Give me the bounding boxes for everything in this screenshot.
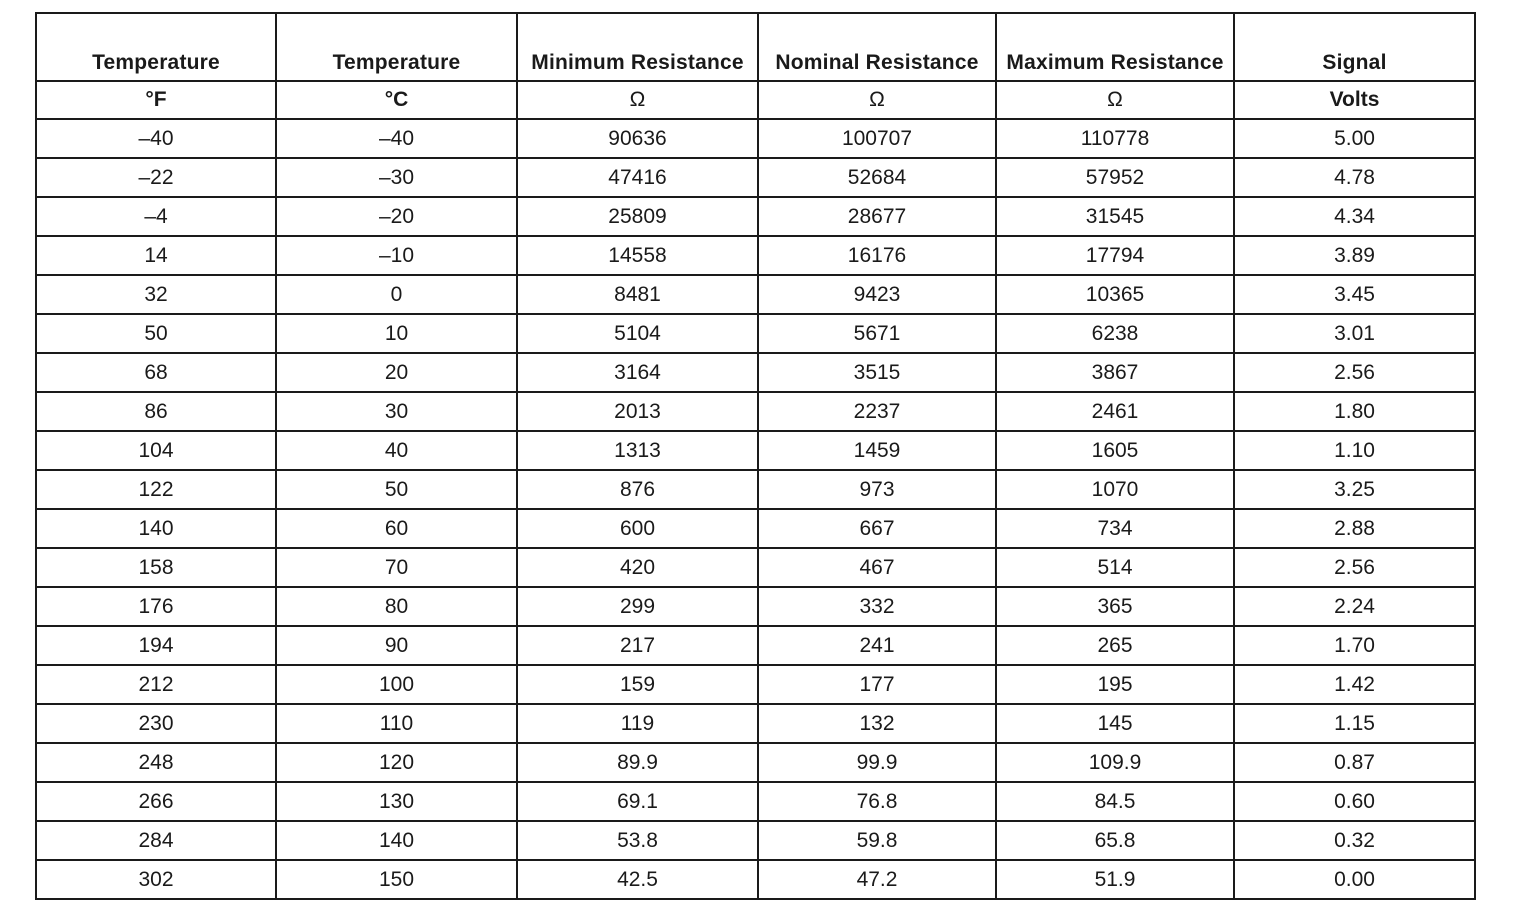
signal-volts-cell: 3.45 [1234,275,1475,314]
max-resistance-cell: 84.5 [996,782,1234,821]
nominal-resistance-cell: 132 [758,704,996,743]
signal-volts-cell: 1.80 [1234,392,1475,431]
max-resistance-cell: 109.9 [996,743,1234,782]
temp-f-cell: 14 [36,236,276,275]
header-title-row [36,13,1475,81]
temp-c-cell: –40 [276,119,517,158]
temp-f-cell: –22 [36,158,276,197]
max-resistance-cell: 17794 [996,236,1234,275]
header-unit-row [36,81,1475,119]
table-row [36,197,1475,236]
max-resistance-cell: 145 [996,704,1234,743]
min-resistance-cell: 8481 [517,275,758,314]
resistance-table [35,12,1476,900]
signal-volts-cell: 3.01 [1234,314,1475,353]
temp-f-cell: –40 [36,119,276,158]
temp-f-cell: 68 [36,353,276,392]
temp-c-cell: –20 [276,197,517,236]
temp-c-cell: 90 [276,626,517,665]
nominal-resistance-cell: 100707 [758,119,996,158]
min-resistance-cell: 42.5 [517,860,758,899]
nominal-resistance-cell: 467 [758,548,996,587]
table-row [36,704,1475,743]
temp-c-cell: 10 [276,314,517,353]
max-resistance-cell: 31545 [996,197,1234,236]
min-resistance-cell: 217 [517,626,758,665]
unit-ohm-max: Ω [996,81,1234,119]
temp-c-cell: 140 [276,821,517,860]
temp-f-cell: 140 [36,509,276,548]
header-nominal-resistance: Nominal Resistance [758,13,996,81]
signal-volts-cell: 3.25 [1234,470,1475,509]
table-header [36,13,1475,119]
unit-ohm-nominal: Ω [758,81,996,119]
signal-volts-cell: 4.34 [1234,197,1475,236]
signal-volts-cell: 4.78 [1234,158,1475,197]
temp-c-cell: 20 [276,353,517,392]
table-row [36,275,1475,314]
nominal-resistance-cell: 5671 [758,314,996,353]
signal-volts-cell: 1.10 [1234,431,1475,470]
table-row [36,509,1475,548]
min-resistance-cell: 3164 [517,353,758,392]
table-row [36,782,1475,821]
table-row [36,626,1475,665]
temp-f-cell: 230 [36,704,276,743]
temp-f-cell: 212 [36,665,276,704]
temp-f-cell: 266 [36,782,276,821]
temp-f-cell: 194 [36,626,276,665]
min-resistance-cell: 25809 [517,197,758,236]
min-resistance-cell: 47416 [517,158,758,197]
nominal-resistance-cell: 28677 [758,197,996,236]
max-resistance-cell: 51.9 [996,860,1234,899]
temp-c-cell: 130 [276,782,517,821]
table-row [36,314,1475,353]
temp-c-cell: 60 [276,509,517,548]
header-min-resistance: Minimum Resistance [517,13,758,81]
unit-volts: Volts [1234,81,1475,119]
temp-f-cell: –4 [36,197,276,236]
unit-celsius: °C [276,81,517,119]
signal-volts-cell: 0.60 [1234,782,1475,821]
max-resistance-cell: 57952 [996,158,1234,197]
min-resistance-cell: 5104 [517,314,758,353]
min-resistance-cell: 69.1 [517,782,758,821]
table-row [36,236,1475,275]
max-resistance-cell: 65.8 [996,821,1234,860]
header-temp-f: Temperature [36,13,276,81]
table-body [36,119,1475,899]
signal-volts-cell: 2.24 [1234,587,1475,626]
table-row [36,821,1475,860]
table-row [36,470,1475,509]
temp-c-cell: 70 [276,548,517,587]
temp-f-cell: 158 [36,548,276,587]
nominal-resistance-cell: 3515 [758,353,996,392]
min-resistance-cell: 159 [517,665,758,704]
nominal-resistance-cell: 16176 [758,236,996,275]
nominal-resistance-cell: 177 [758,665,996,704]
signal-volts-cell: 3.89 [1234,236,1475,275]
max-resistance-cell: 110778 [996,119,1234,158]
signal-volts-cell: 0.87 [1234,743,1475,782]
nominal-resistance-cell: 667 [758,509,996,548]
table-row [36,860,1475,899]
max-resistance-cell: 1605 [996,431,1234,470]
temp-c-cell: 100 [276,665,517,704]
unit-ohm-min: Ω [517,81,758,119]
temp-f-cell: 248 [36,743,276,782]
table-row [36,431,1475,470]
max-resistance-cell: 195 [996,665,1234,704]
signal-volts-cell: 5.00 [1234,119,1475,158]
nominal-resistance-cell: 52684 [758,158,996,197]
temp-c-cell: 110 [276,704,517,743]
temp-c-cell: 30 [276,392,517,431]
min-resistance-cell: 90636 [517,119,758,158]
signal-volts-cell: 0.00 [1234,860,1475,899]
min-resistance-cell: 600 [517,509,758,548]
signal-volts-cell: 2.56 [1234,548,1475,587]
nominal-resistance-cell: 47.2 [758,860,996,899]
table-row [36,353,1475,392]
temp-f-cell: 86 [36,392,276,431]
temp-c-cell: 0 [276,275,517,314]
min-resistance-cell: 14558 [517,236,758,275]
min-resistance-cell: 2013 [517,392,758,431]
table-row [36,119,1475,158]
min-resistance-cell: 420 [517,548,758,587]
nominal-resistance-cell: 332 [758,587,996,626]
temp-c-cell: 50 [276,470,517,509]
max-resistance-cell: 10365 [996,275,1234,314]
max-resistance-cell: 734 [996,509,1234,548]
table-row [36,158,1475,197]
nominal-resistance-cell: 2237 [758,392,996,431]
max-resistance-cell: 365 [996,587,1234,626]
temp-c-cell: –30 [276,158,517,197]
temp-c-cell: 120 [276,743,517,782]
nominal-resistance-cell: 973 [758,470,996,509]
temp-f-cell: 284 [36,821,276,860]
signal-volts-cell: 1.70 [1234,626,1475,665]
max-resistance-cell: 1070 [996,470,1234,509]
signal-volts-cell: 1.42 [1234,665,1475,704]
min-resistance-cell: 119 [517,704,758,743]
max-resistance-cell: 514 [996,548,1234,587]
signal-volts-cell: 2.88 [1234,509,1475,548]
table-row [36,665,1475,704]
temp-f-cell: 104 [36,431,276,470]
temp-c-cell: 40 [276,431,517,470]
temp-c-cell: –10 [276,236,517,275]
max-resistance-cell: 3867 [996,353,1234,392]
table-row [36,392,1475,431]
temp-c-cell: 150 [276,860,517,899]
header-temp-c: Temperature [276,13,517,81]
signal-volts-cell: 2.56 [1234,353,1475,392]
header-signal: Signal [1234,13,1475,81]
table-row [36,743,1475,782]
max-resistance-cell: 265 [996,626,1234,665]
max-resistance-cell: 6238 [996,314,1234,353]
min-resistance-cell: 876 [517,470,758,509]
temp-f-cell: 50 [36,314,276,353]
signal-volts-cell: 0.32 [1234,821,1475,860]
signal-volts-cell: 1.15 [1234,704,1475,743]
nominal-resistance-cell: 1459 [758,431,996,470]
temp-f-cell: 32 [36,275,276,314]
nominal-resistance-cell: 76.8 [758,782,996,821]
unit-fahrenheit: °F [36,81,276,119]
min-resistance-cell: 89.9 [517,743,758,782]
max-resistance-cell: 2461 [996,392,1234,431]
table-row [36,587,1475,626]
min-resistance-cell: 1313 [517,431,758,470]
min-resistance-cell: 299 [517,587,758,626]
nominal-resistance-cell: 99.9 [758,743,996,782]
nominal-resistance-cell: 59.8 [758,821,996,860]
temp-f-cell: 176 [36,587,276,626]
min-resistance-cell: 53.8 [517,821,758,860]
temp-f-cell: 302 [36,860,276,899]
table-row [36,548,1475,587]
temp-f-cell: 122 [36,470,276,509]
nominal-resistance-cell: 241 [758,626,996,665]
header-max-resistance: Maximum Resistance [996,13,1234,81]
temp-c-cell: 80 [276,587,517,626]
nominal-resistance-cell: 9423 [758,275,996,314]
